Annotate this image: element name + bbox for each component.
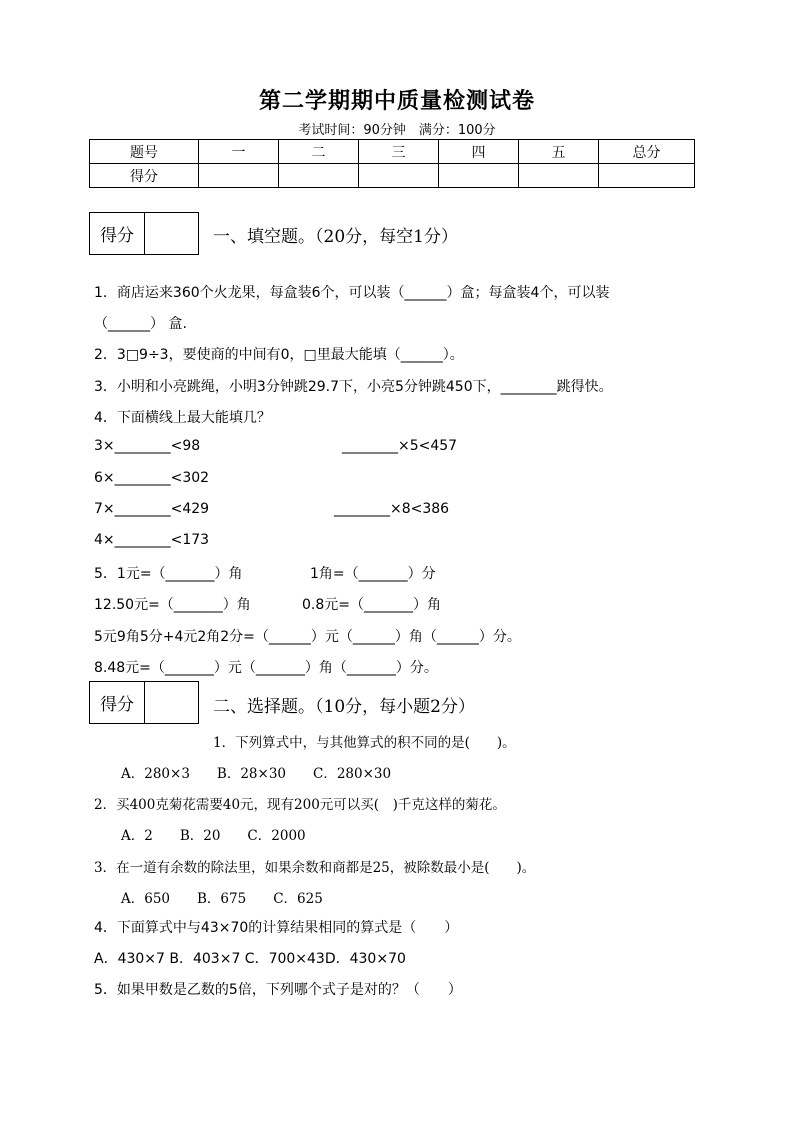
score-input-cell[interactable] (599, 164, 695, 188)
table-cell: 二 (279, 140, 359, 164)
table-cell: 五 (519, 140, 599, 164)
table-cell: 总分 (599, 140, 695, 164)
question-1-line1: 1．商店运来360个火龙果，每盒装6个，可以装（______）盒；每盒装4个，可以装 (94, 285, 610, 301)
question-5-item: 1角=（_______）分 (310, 566, 436, 582)
question-4-item: 4×________<173 (94, 532, 210, 548)
question-5-item: 12.50元=（_______）角 (94, 597, 251, 613)
choice-question-2: 2．买400克菊花需要40元，现有200元可以买( )千克这样的菊花。 (94, 797, 506, 813)
question-4-item: 7×________<429 (94, 501, 210, 517)
score-input-cell[interactable] (519, 164, 599, 188)
section2-score-box (89, 681, 199, 724)
score-input-cell[interactable] (279, 164, 359, 188)
question-4-item: 3×________<98 (94, 438, 201, 454)
choice-question-4: 4．下面算式中与43×70的计算结果相同的算式是（ ） (94, 920, 459, 936)
page-title: 第二学期期中质量检测试卷 (258, 88, 535, 114)
table-row (90, 140, 695, 164)
section1-score-box (89, 212, 199, 255)
choice-question-5: 5．如果甲数是乙数的5倍，下列哪个式子是对的？（ ） (94, 982, 462, 998)
choice-options-2: A．2 B．20 C．2000 (121, 828, 306, 844)
question-5-item: 5元9角5分+4元2角2分=（______）元（______）角（______）分。 (94, 629, 521, 645)
exam-info: 考试时间：90分钟 满分：100分 (298, 123, 496, 138)
table-cell: 三 (359, 140, 439, 164)
table-cell: 题号 (90, 140, 199, 164)
question-5-item: 0.8元=（_______）角 (302, 597, 441, 613)
question-4-item: ________×8<386 (334, 501, 450, 517)
choice-options-1: A．280×3 B．28×30 C．280×30 (121, 766, 392, 782)
choice-question-3: 3．在一道有余数的除法里，如果余数和商都是25，被除数最小是( )。 (94, 860, 536, 876)
score-table (89, 139, 695, 188)
score-input-cell[interactable] (359, 164, 439, 188)
table-cell: 四 (439, 140, 519, 164)
score-box-blank[interactable] (145, 682, 198, 723)
question-4-item: 6×________<302 (94, 470, 210, 486)
score-box-blank[interactable] (145, 213, 198, 254)
section1-title: 一、填空题。（20分，每空1分） (213, 227, 458, 247)
question-5-item: 8.48元=（_______）元（_______）角（_______）分。 (94, 660, 438, 676)
table-row (90, 164, 695, 188)
question-2: 2．3□9÷3，要使商的中间有0，□里最大能填（______）。 (94, 347, 464, 363)
table-cell: 一 (199, 140, 279, 164)
section2-title: 二、选择题。（10分，每小题2分） (213, 697, 475, 717)
score-box-label: 得分 (90, 213, 145, 254)
choice-question-1: 1．下列算式中，与其他算式的积不同的是( )。 (213, 735, 516, 751)
question-1-line2: （______） 盒. (94, 316, 187, 332)
question-3: 3．小明和小亮跳绳，小明3分钟跳29.7下，小亮5分钟跳450下，________跳得快。 (94, 379, 613, 395)
choice-options-3: A．650 B．675 C．625 (121, 891, 323, 907)
question-5-item: 5．1元=（_______）角 (94, 566, 243, 582)
table-cell: 得分 (90, 164, 199, 188)
score-box-label: 得分 (90, 682, 145, 723)
score-input-cell[interactable] (439, 164, 519, 188)
choice-options-4: A．430×7 B．403×7 C．700×43D．430×70 (94, 951, 406, 967)
score-input-cell[interactable] (199, 164, 279, 188)
question-4-item: ________×5<457 (342, 438, 458, 454)
question-4: 4．下面横线上最大能填几？ (94, 410, 271, 426)
